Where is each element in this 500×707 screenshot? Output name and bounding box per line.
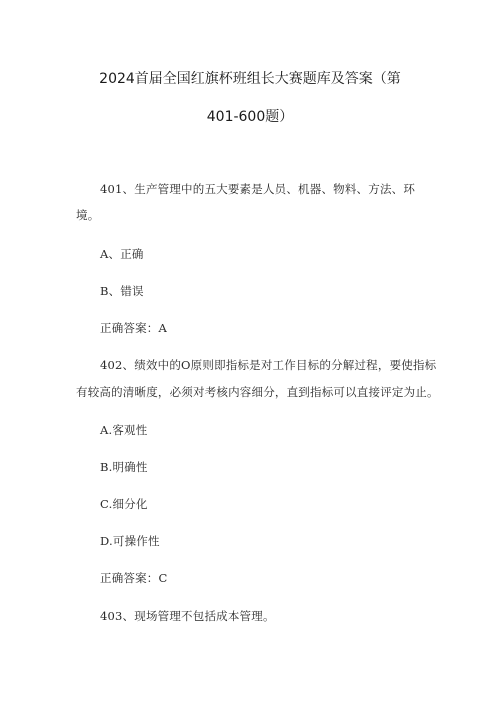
question-401-option-a: A、正确: [100, 247, 144, 261]
question-402-option-b: B.明确性: [100, 460, 148, 474]
question-402-option-c: C.细分化: [100, 497, 148, 511]
question-403-text-line-1: 403、现场管理不包括成本管理。: [100, 609, 275, 623]
question-402-text-line-1: 402、绩效中的O原则即指标是对工作目标的分解过程，要使指标: [100, 358, 437, 372]
document-title-line-2: 401-600题）: [206, 109, 294, 125]
question-402-option-a: A.客观性: [100, 423, 148, 437]
question-402-answer: 正确答案：C: [100, 571, 168, 585]
document-title-line-1: 2024首届全国红旗杯班组长大赛题库及答案（第: [99, 71, 401, 87]
question-401-text-line-2: 境。: [76, 208, 100, 222]
question-401-answer: 正确答案：A: [100, 321, 168, 335]
question-402-text-line-2: 有较高的清晰度，必须对考核内容细分，直到指标可以直接评定为止。: [76, 385, 439, 399]
question-401-text-line-1: 401、生产管理中的五大要素是人员、机器、物料、方法、环: [100, 182, 416, 196]
question-401-option-b: B、错误: [100, 284, 144, 298]
question-402-option-d: D.可操作性: [100, 534, 160, 548]
